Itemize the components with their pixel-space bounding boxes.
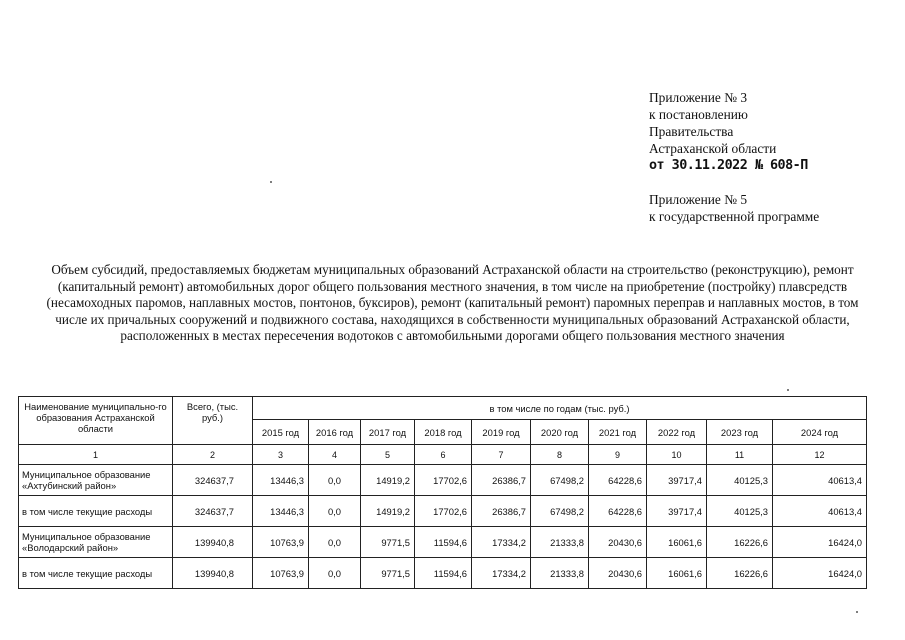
appendix-block bbox=[649, 89, 819, 225]
total-cell: 324637,7 bbox=[173, 496, 253, 527]
year-value-cell: 17702,6 bbox=[415, 496, 472, 527]
appendix-line: Астраханской области bbox=[649, 141, 777, 156]
year-header: 2017 год bbox=[361, 420, 415, 445]
year-header: 2020 год bbox=[531, 420, 589, 445]
year-value-cell: 16226,6 bbox=[707, 558, 773, 589]
appendix-line: к постановлению bbox=[649, 107, 748, 122]
year-header: 2021 год bbox=[589, 420, 647, 445]
appendix-line: Правительства bbox=[649, 124, 734, 139]
year-value-cell: 20430,6 bbox=[589, 558, 647, 589]
subsidy-table bbox=[18, 396, 867, 589]
row-label: в том числе текущие расходы bbox=[19, 558, 173, 589]
year-value-cell: 16226,6 bbox=[707, 527, 773, 558]
total-cell: 139940,8 bbox=[173, 527, 253, 558]
table-row bbox=[19, 465, 867, 496]
year-value-cell: 26386,7 bbox=[472, 465, 531, 496]
year-value-cell: 64228,6 bbox=[589, 496, 647, 527]
total-cell: 324637,7 bbox=[173, 465, 253, 496]
year-value-cell: 64228,6 bbox=[589, 465, 647, 496]
column-number: 4 bbox=[309, 445, 361, 465]
year-value-cell: 11594,6 bbox=[415, 558, 472, 589]
year-value-cell: 9771,5 bbox=[361, 527, 415, 558]
table-row bbox=[19, 496, 867, 527]
column-number-row bbox=[19, 445, 867, 465]
column-header-total: Всего, (тыс. руб.) bbox=[173, 397, 253, 445]
total-cell: 139940,8 bbox=[173, 558, 253, 589]
column-number: 6 bbox=[415, 445, 472, 465]
column-number: 10 bbox=[647, 445, 707, 465]
column-number: 3 bbox=[253, 445, 309, 465]
year-value-cell: 14919,2 bbox=[361, 496, 415, 527]
spacer bbox=[649, 174, 819, 191]
year-value-cell: 0,0 bbox=[309, 465, 361, 496]
year-value-cell: 13446,3 bbox=[253, 465, 309, 496]
year-value-cell: 39717,4 bbox=[647, 465, 707, 496]
year-header: 2016 год bbox=[309, 420, 361, 445]
year-header: 2024 год bbox=[773, 420, 867, 445]
year-value-cell: 14919,2 bbox=[361, 465, 415, 496]
year-header: 2018 год bbox=[415, 420, 472, 445]
appendix-line: Приложение № 5 bbox=[649, 192, 748, 207]
year-header: 2022 год bbox=[647, 420, 707, 445]
year-value-cell: 10763,9 bbox=[253, 558, 309, 589]
appendix-line: к государственной программе bbox=[649, 209, 820, 224]
appendix-line: Приложение № 3 bbox=[649, 90, 748, 105]
year-value-cell: 16061,6 bbox=[647, 527, 707, 558]
year-value-cell: 40613,4 bbox=[773, 465, 867, 496]
column-number: 11 bbox=[707, 445, 773, 465]
table-row bbox=[19, 527, 867, 558]
year-value-cell: 9771,5 bbox=[361, 558, 415, 589]
year-value-cell: 0,0 bbox=[309, 558, 361, 589]
year-value-cell: 16424,0 bbox=[773, 558, 867, 589]
document-title: Объем субсидий, предоставляемых бюджетам муниципальных образований Астраханской области на строительство (реконструкцию), ремонт (капитальный ремонт) автомобильных дорог общего пользования местного значения, в том числе на приобретение (постройку) плавсредств (несамоходных паромов, наплавных мостов, понтонов, буксиров), ремонт (капитальный ремонт) паромных переправ и наплавных мостов, в том числе их причальных сооружений и подвижного состава, находящихся в собственности муниципальных образований Астраханской области, расположенных в местах пересечения водотоков с автомобильными дорогами общего пользования местного значения bbox=[46, 262, 859, 343]
year-header: 2023 год bbox=[707, 420, 773, 445]
scan-speck bbox=[856, 611, 858, 613]
column-group-header-years: в том числе по годам (тыс. руб.) bbox=[253, 397, 867, 420]
year-value-cell: 67498,2 bbox=[531, 465, 589, 496]
year-value-cell: 17334,2 bbox=[472, 558, 531, 589]
year-value-cell: 20430,6 bbox=[589, 527, 647, 558]
year-value-cell: 21333,8 bbox=[531, 558, 589, 589]
year-value-cell: 10763,9 bbox=[253, 527, 309, 558]
year-value-cell: 40125,3 bbox=[707, 465, 773, 496]
row-label: в том числе текущие расходы bbox=[19, 496, 173, 527]
decree-date-number: от 30.11.2022 № 608-П bbox=[649, 158, 808, 173]
year-value-cell: 0,0 bbox=[309, 527, 361, 558]
year-value-cell: 21333,8 bbox=[531, 527, 589, 558]
municipality-name: Муниципальное образование «Володарский район» bbox=[19, 527, 173, 558]
column-number: 12 bbox=[773, 445, 867, 465]
year-header: 2015 год bbox=[253, 420, 309, 445]
year-value-cell: 39717,4 bbox=[647, 496, 707, 527]
year-value-cell: 16061,6 bbox=[647, 558, 707, 589]
scan-speck bbox=[270, 181, 272, 183]
year-value-cell: 13446,3 bbox=[253, 496, 309, 527]
year-value-cell: 40613,4 bbox=[773, 496, 867, 527]
year-value-cell: 16424,0 bbox=[773, 527, 867, 558]
year-value-cell: 40125,3 bbox=[707, 496, 773, 527]
year-value-cell: 17702,6 bbox=[415, 465, 472, 496]
column-header-name: Наименование муниципально-го образования Астраханской области bbox=[19, 397, 173, 445]
municipality-name: Муниципальное образование «Ахтубинский район» bbox=[19, 465, 173, 496]
column-number: 7 bbox=[472, 445, 531, 465]
year-value-cell: 0,0 bbox=[309, 496, 361, 527]
column-number: 2 bbox=[173, 445, 253, 465]
scan-speck bbox=[787, 389, 789, 391]
year-value-cell: 67498,2 bbox=[531, 496, 589, 527]
year-value-cell: 11594,6 bbox=[415, 527, 472, 558]
year-header: 2019 год bbox=[472, 420, 531, 445]
column-number: 5 bbox=[361, 445, 415, 465]
column-number: 1 bbox=[19, 445, 173, 465]
column-number: 8 bbox=[531, 445, 589, 465]
year-value-cell: 26386,7 bbox=[472, 496, 531, 527]
year-value-cell: 17334,2 bbox=[472, 527, 531, 558]
column-number: 9 bbox=[589, 445, 647, 465]
table-row bbox=[19, 558, 867, 589]
